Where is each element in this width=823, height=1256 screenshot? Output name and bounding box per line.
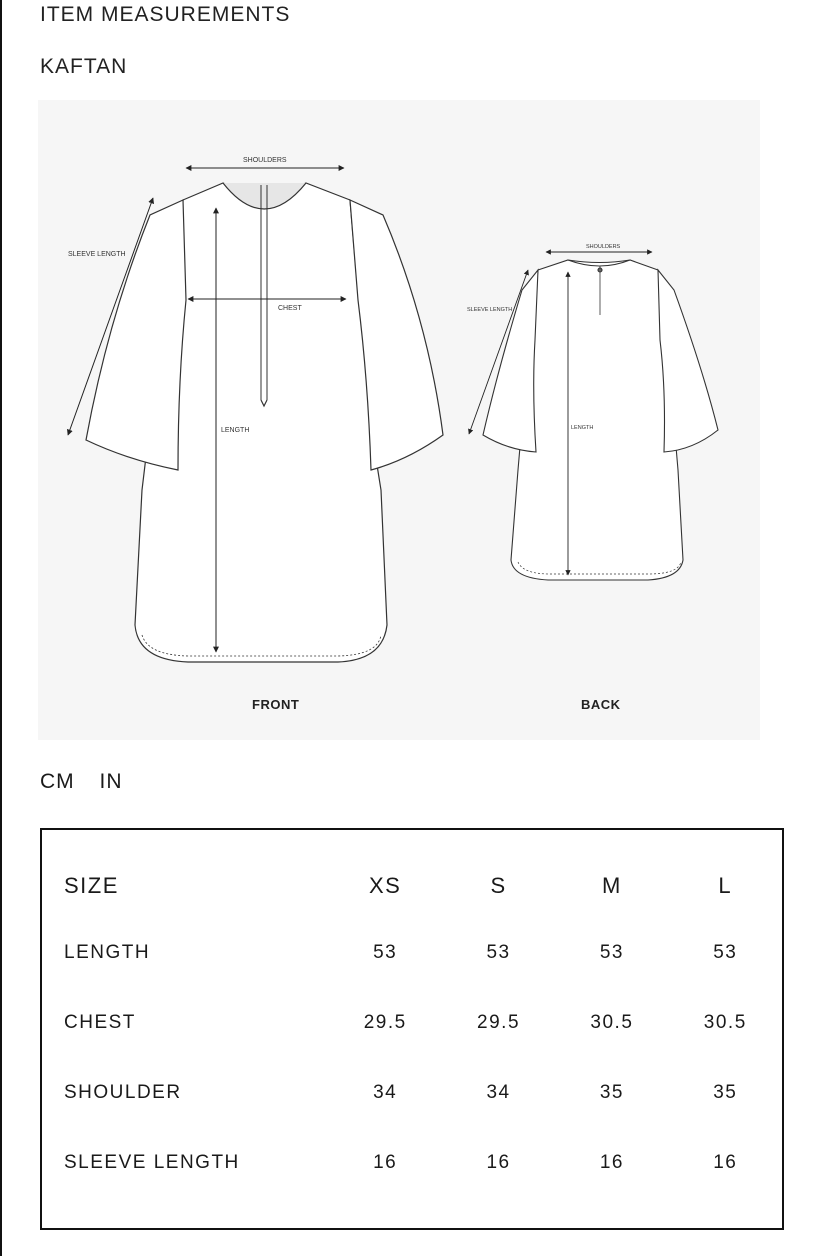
table-cell: 34 xyxy=(373,1082,398,1103)
page-title: ITEM MEASUREMENTS xyxy=(40,3,291,26)
table-row-sleeve-length xyxy=(64,1128,782,1198)
back-length-label: LENGTH xyxy=(571,425,594,431)
table-cell: 34 xyxy=(486,1082,511,1103)
unit-toggle xyxy=(40,770,141,794)
table-cell: 35 xyxy=(713,1082,738,1103)
table-cell: 30.5 xyxy=(590,1012,634,1033)
table-row-length xyxy=(64,918,782,988)
front-sleeve-length-label: SLEEVE LENGTH xyxy=(68,251,126,258)
table-cell: 29.5 xyxy=(477,1012,521,1033)
front-chest-label: CHEST xyxy=(278,305,302,312)
front-garment-icon xyxy=(86,183,443,662)
table-cell: 53 xyxy=(599,942,624,963)
header-size-label: SIZE xyxy=(64,873,119,898)
size-chart xyxy=(40,828,784,1230)
table-cell: 29.5 xyxy=(363,1012,407,1033)
table-cell: 16 xyxy=(373,1152,398,1173)
table-cell: 35 xyxy=(599,1082,624,1103)
back-view-label: BACK xyxy=(581,697,621,712)
back-sleeve-length-label: SLEEVE LENGTH xyxy=(467,307,513,313)
front-view-label: FRONT xyxy=(252,697,300,712)
size-table xyxy=(64,854,782,1198)
table-row-shoulder xyxy=(64,1058,782,1128)
table-cell: 30.5 xyxy=(703,1012,747,1033)
table-cell: 53 xyxy=(486,942,511,963)
product-name: KAFTAN xyxy=(40,55,128,78)
left-border xyxy=(0,0,2,1256)
front-length-label: LENGTH xyxy=(221,427,250,434)
row-label: LENGTH xyxy=(64,942,151,963)
table-cell: 53 xyxy=(373,942,398,963)
diagram-svg xyxy=(38,100,760,740)
table-header-row xyxy=(64,854,782,918)
table-cell: 16 xyxy=(599,1152,624,1173)
table-row-chest xyxy=(64,988,782,1058)
back-garment-icon xyxy=(483,260,718,580)
table-cell: 16 xyxy=(713,1152,738,1173)
header-size-xs: XS xyxy=(369,873,402,898)
header-size-m: M xyxy=(601,873,622,898)
front-shoulders-label: SHOULDERS xyxy=(243,157,287,164)
table-cell: 53 xyxy=(713,942,738,963)
unit-cm-button[interactable]: CM xyxy=(40,770,75,793)
measurement-diagram xyxy=(38,100,760,740)
row-label: CHEST xyxy=(64,1012,136,1033)
header-size-s: S xyxy=(490,873,507,898)
unit-in-button[interactable]: IN xyxy=(99,770,123,793)
back-shoulders-label: SHOULDERS xyxy=(586,244,621,250)
row-label: SHOULDER xyxy=(64,1082,182,1103)
header-size-l: L xyxy=(718,873,733,898)
row-label: SLEEVE LENGTH xyxy=(64,1152,240,1173)
table-cell: 16 xyxy=(486,1152,511,1173)
